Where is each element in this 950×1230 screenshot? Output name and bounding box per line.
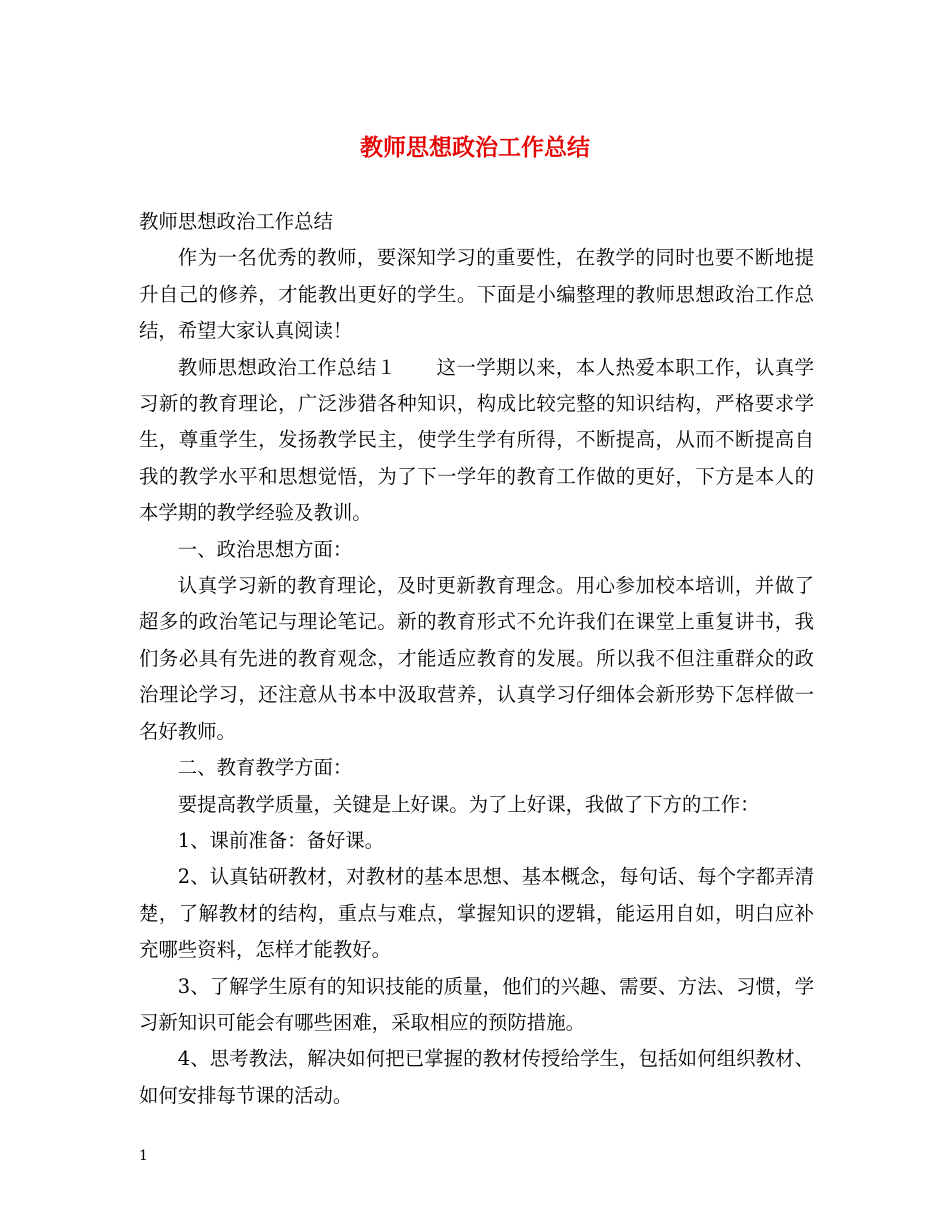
section-heading-political: 一、政治思想方面： [177,537,353,561]
section-heading-teaching: 二、教育教学方面： [177,756,353,780]
paragraph-political: 认真学习新的教育理论，及时更新教育理念。用心参加校本培训，并做了超多的政治笔记与理论笔记。新的教育形式不允许我们在课堂上重复讲书，我们务必具有先进的教育观念，才能适应教育的发展。所以我不但注重群众的政治理论学习，还注意从书本中汲取营养，认真学习仔细体会新形势下怎样做一名好教师。 [139,574,814,743]
paragraph-summary-1: 教师思想政治工作总结１ 这一学期以来，本人热爱本职工作，认真学习新的教育理论，广泛涉猎各种知识，构成比较完整的知识结构，严格要求学生，尊重学生，发扬教学民主，使学生学有所得，不断提高，从而不断提高自我的教学水平和思想觉悟，为了下一学年的教育工作做的更好，下方是本人的本学期的教学经验及教训。 [139,355,814,525]
paragraph-intro: 作为一名优秀的教师，要深知学习的重要性，在教学的同时也要不断地提升自己的修养，才能教出更好的学生。下面是小编整理的教师思想政治工作总结，希望大家认真阅读！ [139,246,814,343]
document-title: 教师思想政治工作总结 [360,135,590,161]
list-item-4: 4、思考教法，解决如何把已掌握的教材传授给学生，包括如何组织教材、如何安排每节课的活动。 [139,1047,814,1107]
document-body [139,204,814,1114]
list-item-2: 2、认真钻研教材，对教材的基本思想、基本概念，每句话、每个字都弄清楚，了解教材的结构，重点与难点，掌握知识的逻辑，能运用自如，明白应补充哪些资料，怎样才能教好。 [139,865,814,962]
list-item-3: 3、了解学生原有的知识技能的质量，他们的兴趣、需要、方法、习惯，学习新知识可能会有哪些困难，采取相应的预防措施。 [139,974,814,1034]
page-number: 1 [139,1148,148,1164]
paragraph-heading: 教师思想政治工作总结 [139,210,333,233]
list-item-1: 1、课前准备：备好课。 [177,828,385,852]
paragraph-teaching-intro: 要提高教学质量，关键是上好课。为了上好课，我做了下方的工作： [177,792,760,816]
